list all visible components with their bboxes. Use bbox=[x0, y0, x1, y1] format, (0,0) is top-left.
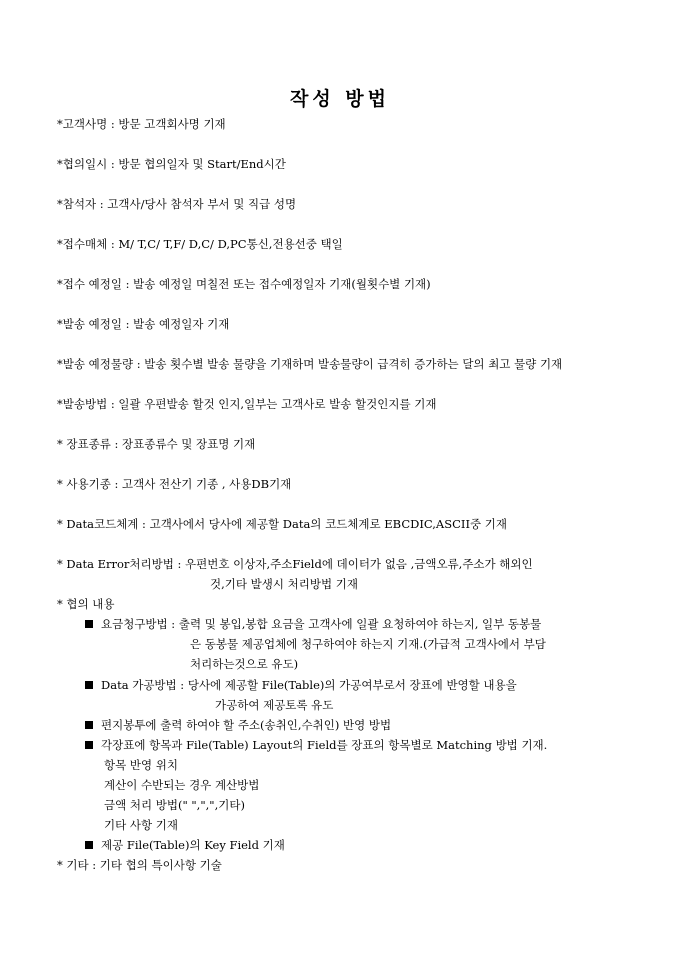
bullet-square-icon bbox=[85, 620, 93, 628]
item-machine-type: * 사용기종 : 고객사 전산기 기종 , 사용DB기재 bbox=[57, 477, 292, 491]
item-attendees: *참석자 : 고객사/당사 참석자 부서 및 직급 성명 bbox=[57, 197, 297, 211]
item-send-date: *발송 예정일 : 발송 예정일자 기재 bbox=[57, 317, 230, 331]
sub-item: 기타 사항 기재 bbox=[104, 818, 178, 832]
bullet-square-icon bbox=[85, 841, 93, 849]
item-reception-date: *접수 예정일 : 발송 예정일 며칠전 또는 접수예정일자 기재(월횟수별 기재) bbox=[57, 277, 431, 291]
item-send-method: *발송방법 : 일괄 우편발송 할것 인지,일부는 고객사로 발송 할것인지를 기재 bbox=[57, 397, 437, 411]
bullet-square-icon bbox=[85, 721, 93, 729]
consult-envelope: 편지봉투에 출력 하여야 할 주소(송취인,수취인) 반영 방법 bbox=[85, 718, 391, 732]
consult-keyfield: 제공 File(Table)의 Key Field 기재 bbox=[85, 838, 285, 852]
item-customer-name: *고객사명 : 방문 고객회사명 기재 bbox=[57, 117, 226, 131]
bullet-square-icon bbox=[85, 741, 93, 749]
sub-item: 계산이 수반되는 경우 계산방법 bbox=[104, 778, 260, 792]
bullet-square-icon bbox=[85, 681, 93, 689]
sub-item: 항목 반영 위치 bbox=[104, 758, 178, 772]
consult-heading: * 협의 내용 bbox=[57, 597, 115, 611]
consult-billing-cont2: 처리하는것으로 유도) bbox=[190, 657, 299, 671]
item-consult-datetime: *협의일시 : 방문 협의일자 및 Start/End시간 bbox=[57, 157, 286, 171]
item-send-volume: *발송 예정물량 : 발송 횟수별 발송 물량을 기재하며 발송물량이 급격히 증가하는 달의 최고 물량 기재 bbox=[57, 357, 563, 371]
item-other: * 기타 : 기타 협의 특이사항 기술 bbox=[57, 858, 222, 872]
consult-matching: 각장표에 항목과 File(Table) Layout의 Field를 장표의 항목별로 Matching 방법 기재. bbox=[85, 738, 547, 752]
consult-data-processing-cont: 가공하여 제공토록 유도 bbox=[215, 698, 334, 712]
document-title: 작성 방법 bbox=[289, 88, 391, 110]
item-error-handling: * Data Error처리방법 : 우편번호 이상자,주소Field에 데이터가 없음 ,금액오류,주소가 해외인 bbox=[57, 557, 533, 571]
consult-billing: 요금청구방법 : 출력 및 봉입,봉합 요금을 고객사에 일괄 요청하여야 하는지, 일부 동봉물 bbox=[85, 617, 541, 631]
consult-data-processing: Data 가공방법 : 당사에 제공할 File(Table)의 가공여부로서 장표에 반영할 내용을 bbox=[85, 678, 517, 692]
item-data-code: * Data코드체계 : 고객사에서 당사에 제공할 Data의 코드체계로 EBCDIC,ASCII중 기재 bbox=[57, 517, 507, 531]
consult-billing-cont1: 은 동봉물 제공업체에 청구하여야 하는지 기재.(가급적 고객사에서 부담 bbox=[190, 637, 546, 651]
sub-item: 금액 처리 방법(" ",",",기타) bbox=[104, 798, 245, 812]
item-reception-medium: *접수매체 : M/ T,C/ T,F/ D,C/ D,PC통신,전용선중 택일 bbox=[57, 237, 343, 251]
item-error-handling-cont: 것,기타 발생시 처리방법 기재 bbox=[210, 577, 358, 591]
item-form-type: * 장표종류 : 장표종류수 및 장표명 기재 bbox=[57, 437, 256, 451]
